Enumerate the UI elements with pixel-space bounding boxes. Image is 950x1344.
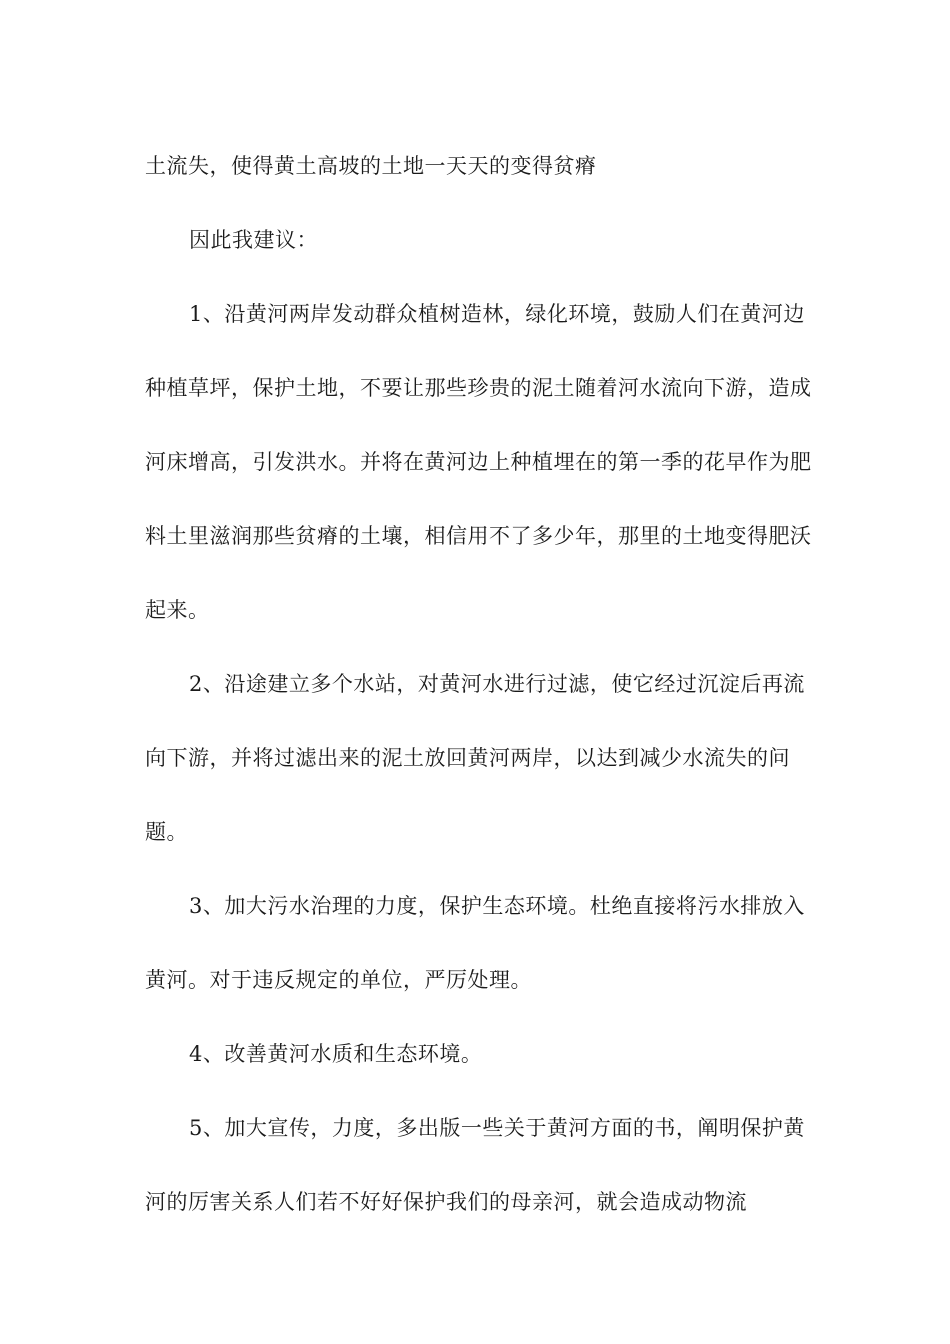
document-body — [145, 129, 815, 1239]
paragraph-intro: 因此我建议： — [189, 228, 318, 252]
paragraph-continuation: 土流失，使得黄土高坡的土地一天天的变得贫瘠 — [145, 154, 597, 178]
paragraph-suggestion-4: 4、改善黄河水质和生态环境。 — [189, 1042, 483, 1066]
paragraph-suggestion-2: 2、沿途建立多个水站，对黄河水进行过滤，使它经过沉淀后再流向下游，并将过滤出来的泥土放回黄河两岸，以达到减少水流失的问题。 — [145, 672, 805, 844]
paragraph-suggestion-3: 3、加大污水治理的力度，保护生态环境。杜绝直接将污水排放入黄河。对于违反规定的单位，严厉处理。 — [145, 894, 805, 992]
paragraph-suggestion-1: 1、沿黄河两岸发动群众植树造林，绿化环境，鼓励人们在黄河边种植草坪，保护土地，不要让那些珍贵的泥土随着河水流向下游，造成河床增高，引发洪水。并将在黄河边上种植埋在的第一季的花早作为肥料土里滋润那些贫瘠的土壤，相信用不了多少年，那里的土地变得肥沃起来。 — [145, 302, 812, 622]
paragraph-suggestion-5: 5、加大宣传，力度，多出版一些关于黄河方面的书，阐明保护黄河的厉害关系人们若不好好保护我们的母亲河，就会造成动物流 — [145, 1116, 805, 1214]
